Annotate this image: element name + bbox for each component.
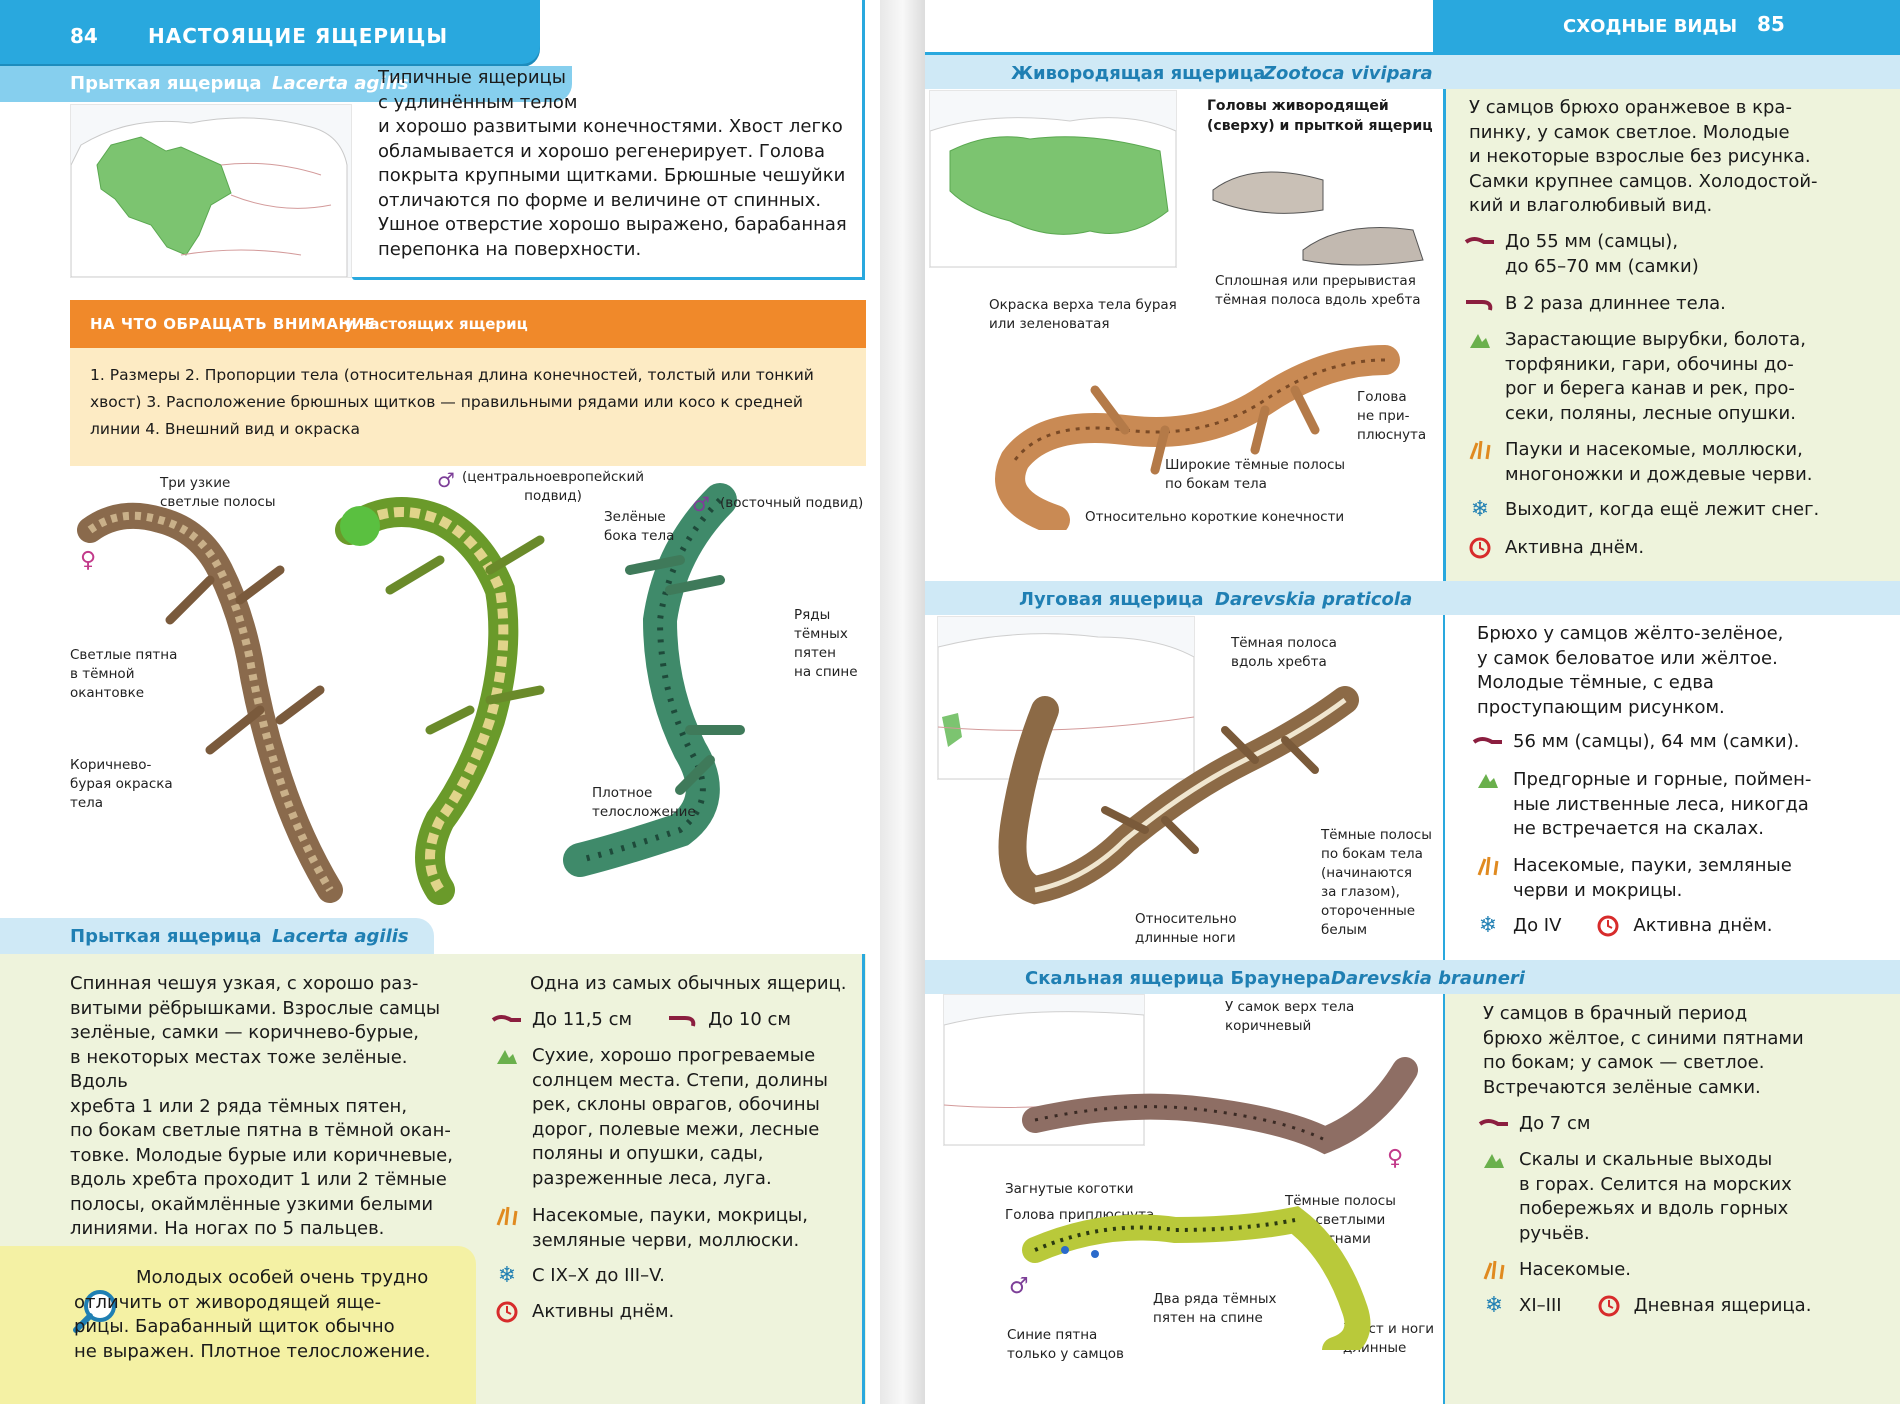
label-dense-body: Плотное телосложение — [592, 785, 696, 820]
section-title: СХОДНЫЕ ВИДЫ — [1563, 16, 1738, 37]
label-stripe: Сплошная или прерывистая тёмная полоса вдоль хребта — [1215, 273, 1421, 308]
male-central-lizard-illustration — [340, 506, 540, 890]
heads-illustration — [1203, 150, 1443, 270]
body-length-icon — [490, 1008, 524, 1032]
left-page — [0, 0, 880, 1404]
size-row — [490, 1008, 791, 1033]
clock-icon — [1463, 536, 1497, 560]
species-name: Прыткая ящерица — [70, 73, 262, 94]
snowflake-icon: ❄ — [1478, 912, 1498, 938]
sp1-tail-row — [1463, 292, 1726, 317]
female-symbol: ♀ — [80, 548, 97, 573]
habitat-icon — [1463, 328, 1497, 352]
male-symbol: ♂ — [692, 492, 710, 516]
snowflake-icon: ❄ — [1484, 1292, 1504, 1318]
habitat-icon — [1471, 768, 1505, 792]
frame-line — [352, 277, 865, 280]
attention-body: 1. Размеры 2. Пропорции тела (относительная длина конечностей, толстый или тонкий хвост) 3. Расположение брюшных щитков — правильными рядами или косо к средней линии 4. Внешний вид и окраска — [70, 348, 866, 466]
sp3-season-row — [1477, 1294, 1811, 1319]
species-bar-2 — [925, 581, 1900, 615]
species-name: Живородящая ящерица — [1011, 63, 1266, 84]
sp2-size: 56 мм (самцы), 64 мм (самки). — [1513, 731, 1800, 752]
label-limbs: Относительно короткие конечности — [1085, 509, 1345, 525]
sp3-activity: Дневная ящерица. — [1633, 1295, 1812, 1316]
species-latin: Darevskia praticola — [1215, 589, 1413, 610]
male-symbol: ♂ — [437, 468, 455, 492]
body-length-icon — [1471, 730, 1505, 754]
frame-line — [862, 0, 865, 280]
range-map-1 — [929, 90, 1177, 268]
clock-icon — [1592, 1294, 1626, 1318]
food-text: Насекомые, пауки, мокрицы, земляные черви, моллюски. — [532, 1205, 808, 1251]
body-length-icon — [1463, 230, 1497, 254]
label-color: Окраска верха тела бурая или зеленоватая — [989, 297, 1177, 332]
rock-lizard-illustrations — [1005, 1050, 1435, 1350]
activity-row — [490, 1300, 674, 1325]
label-rows: Два ряда тёмных пятен на спине — [1153, 1291, 1277, 1326]
snowflake-icon: ❄ — [497, 1262, 517, 1288]
food-icon — [1471, 854, 1505, 878]
label-sides: Тёмные полосы по бокам тела (начинаются за глазом), отороченные белым — [1321, 827, 1432, 938]
label-dark-rows: Ряды тёмных пятен на спине — [794, 607, 858, 680]
intro-text: Типичные ящерицы с удлинённым телом и хорошо развитыми конечностями. Хвост легко обламывается и хорошо регенерирует. Голова покрыта крупными щитками. Брюшные чешуйки отличаются по форме и величине от спинных. Ушное отверстие хорошо выражено, барабанная перепонка на поверхности. — [378, 67, 847, 260]
sp1-description: У самцов брюхо оранжевое в кра- пинку, у самок светлое. Молодые и некоторые взрослые без рисунка. Самки крупнее самцов. Холодостой- кий и влаголюбивый вид. — [1469, 97, 1818, 216]
sp1-food: Пауки и насекомые, моллюски, многоножки и дождевые черви. — [1505, 439, 1813, 485]
meadow-lizard-illustration — [985, 680, 1385, 910]
sp3-habitat: Скалы и скальные выходы в горах. Селится на морских побережьях и вдоль горных ручьёв. — [1519, 1149, 1792, 1244]
sp2-season-row — [1471, 914, 1773, 939]
species-name: Луговая ящерица — [1019, 589, 1204, 610]
attention-title: НА ЧТО ОБРАЩАТЬ ВНИМАНИЕ — [90, 315, 376, 333]
food-icon — [490, 1204, 524, 1228]
label-light-spots: Светлые пятна в тёмной окантовке — [70, 647, 178, 701]
activity-text: Активны днём. — [532, 1301, 675, 1322]
label-blue: Синие пятна только у самцов — [1007, 1327, 1124, 1362]
species-latin: Lacerta agilis — [272, 73, 409, 94]
sp1-food-row — [1463, 438, 1813, 487]
attention-suffix: у настоящих ящериц — [344, 315, 528, 333]
snowflake-icon: ❄ — [1470, 496, 1490, 522]
clock-icon — [490, 1300, 524, 1324]
range-map — [70, 104, 352, 278]
tail-length-icon — [1463, 292, 1497, 316]
sp3-hibernation: XI–III — [1519, 1295, 1562, 1316]
sp1-habitat-row — [1463, 328, 1806, 426]
sp1-hibernation-row — [1463, 498, 1819, 523]
size-body: До 11,5 см — [532, 1009, 633, 1030]
size-tail: До 10 см — [708, 1009, 791, 1030]
label-sides: Широкие тёмные полосы по бокам тела — [1165, 457, 1346, 492]
label-tail: Хвост и ноги длинные — [1343, 1321, 1435, 1356]
sp1-activity: Активна днём. — [1505, 537, 1645, 558]
sp3-food-row — [1477, 1258, 1631, 1283]
sp2-description: Брюхо у самцов жёлто-зелёное, у самок беловатое или жёлтое. Молодые тёмные, с едва проступающим рисунком. — [1477, 623, 1784, 718]
sp2-food: Насекомые, пауки, земляные черви и мокрицы. — [1513, 855, 1792, 901]
clock-icon — [1591, 914, 1625, 938]
food-icon — [1477, 1258, 1511, 1282]
description-text: Спинная чешуя узкая, с хорошо раз- витыми рёбрышками. Взрослые самцы зелёные, самки — коричнево-бурые, в некоторых местах тоже зелёные. Вдоль хребта 1 или 2 ряда тёмных пятен, по бокам светлые пятна в тёмной окан- товке. Молодые бурые или коричневые, вдоль хребта проходит 1 или 2 тёмные полосы, окаймлённые узкими белыми линиями. На ногах по 5 пальцев. — [70, 973, 453, 1239]
sp1-habitat: Зарастающие вырубки, болота, торфяники, гари, обочины до- рог и берега канав и рек, про- секи, поляны, лесные опушки. — [1505, 329, 1806, 424]
habitat-text: Сухие, хорошо прогреваемые солнцем места. Степи, долины рек, склоны оврагов, обочины дорог, полевые межи, лесные поляны и опушки, сады, разреженные леса, луга. — [532, 1045, 828, 1189]
page-number: 84 — [70, 24, 98, 48]
habitat-icon — [1477, 1148, 1511, 1172]
female-rock-lizard-illustration — [1035, 1070, 1405, 1140]
male-symbol: ♂ — [1009, 1274, 1029, 1299]
female-symbol: ♀ — [1387, 1146, 1404, 1171]
label-head: Голова не при- плюснута — [1357, 389, 1427, 443]
label-sides: Тёмные полосы со светлыми пятнами — [1285, 1193, 1396, 1247]
frame-line — [862, 954, 865, 1404]
species-latin: Darevskia brauneri — [1331, 968, 1525, 989]
book-gutter — [880, 0, 925, 1404]
sp2-food-row — [1471, 854, 1792, 903]
sp1-hibernation: Выходит, когда ещё лежит снег. — [1505, 499, 1820, 520]
section-header — [1433, 0, 1900, 52]
page-number: 85 — [1757, 12, 1785, 36]
sp1-tail: В 2 раза длиннее тела. — [1505, 293, 1726, 314]
heads-caption: Головы живородящей (сверху) и прыткой ящериц — [1207, 98, 1433, 134]
label-male-eastern: (восточный подвид) — [720, 495, 864, 511]
species-name: Прыткая ящерица — [70, 926, 262, 947]
chapter-header — [0, 0, 540, 64]
sp1-size: До 55 мм (самцы), до 65–70 мм (самки) — [1505, 231, 1699, 277]
label-green-sides: Зелёные бока тела — [604, 509, 675, 544]
right-page — [925, 0, 1900, 1404]
sp2-habitat-row — [1471, 768, 1811, 842]
species-latin: Zootoca vivipara — [1263, 63, 1433, 84]
note-text: Молодых особей очень трудно отличить от живородящей яще- рицы. Барабанный щиток обычно не выражен. Плотное телосложение. — [74, 1267, 431, 1362]
label-male-central: (центральноевропейский подвид) — [462, 469, 645, 504]
viviparous-lizard-illustration — [965, 330, 1405, 530]
sp3-description: У самцов в брачный период брюхо жёлтое, с синими пятнами по бокам; у самок — светлое. Встречаются зелёные самки. — [1483, 1003, 1804, 1098]
species-latin: Lacerta agilis — [272, 926, 409, 947]
habitat-icon — [490, 1044, 524, 1068]
label-stripe: Тёмная полоса вдоль хребта — [1231, 635, 1337, 670]
sp2-hibernation: До IV — [1513, 915, 1562, 936]
attention-header — [70, 300, 866, 348]
food-icon — [1463, 438, 1497, 462]
habitat-row — [490, 1044, 828, 1191]
sp1-activity-row — [1463, 536, 1644, 561]
label-female: У самок верх тела коричневый — [1225, 999, 1355, 1034]
label-brown-body: Коричнево- бурая окраска тела — [70, 757, 173, 811]
sp3-size-row — [1477, 1112, 1590, 1137]
sp2-activity: Активна днём. — [1633, 915, 1773, 936]
lizard-illustrations — [60, 460, 880, 920]
food-row — [490, 1204, 808, 1253]
sp2-size-row — [1471, 730, 1799, 755]
species-bar-3 — [925, 960, 1900, 994]
chapter-title: НАСТОЯЩИЕ ЯЩЕРИЦЫ — [148, 24, 449, 48]
sp3-habitat-row — [1477, 1148, 1792, 1246]
body-length-icon — [1477, 1112, 1511, 1136]
species-bar-bottom — [0, 918, 434, 954]
label-three-stripes: Три узкие светлые полосы — [160, 475, 276, 510]
label-head: Голова приплюснута — [1005, 1207, 1155, 1223]
label-claws: Загнутые коготки — [1005, 1181, 1134, 1197]
sp2-habitat: Предгорные и горные, поймен- ные лиственные леса, никогда не встречается на скалах. — [1513, 769, 1812, 839]
sp3-food: Насекомые. — [1519, 1259, 1632, 1280]
male-rock-lizard-illustration — [1035, 1220, 1358, 1350]
species-bar-1 — [925, 55, 1900, 89]
label-legs: Относительно длинные ноги — [1135, 911, 1237, 946]
hibernation-row — [490, 1264, 665, 1289]
sp3-size: До 7 см — [1519, 1113, 1591, 1134]
common-text: Одна из самых обычных ящериц. — [530, 973, 847, 994]
sp1-size-row — [1463, 230, 1699, 279]
hibernation-text: С IX–X до III–V. — [532, 1265, 665, 1286]
species-name: Скальная ящерица Браунера — [1025, 968, 1331, 989]
tail-length-icon — [666, 1008, 700, 1032]
